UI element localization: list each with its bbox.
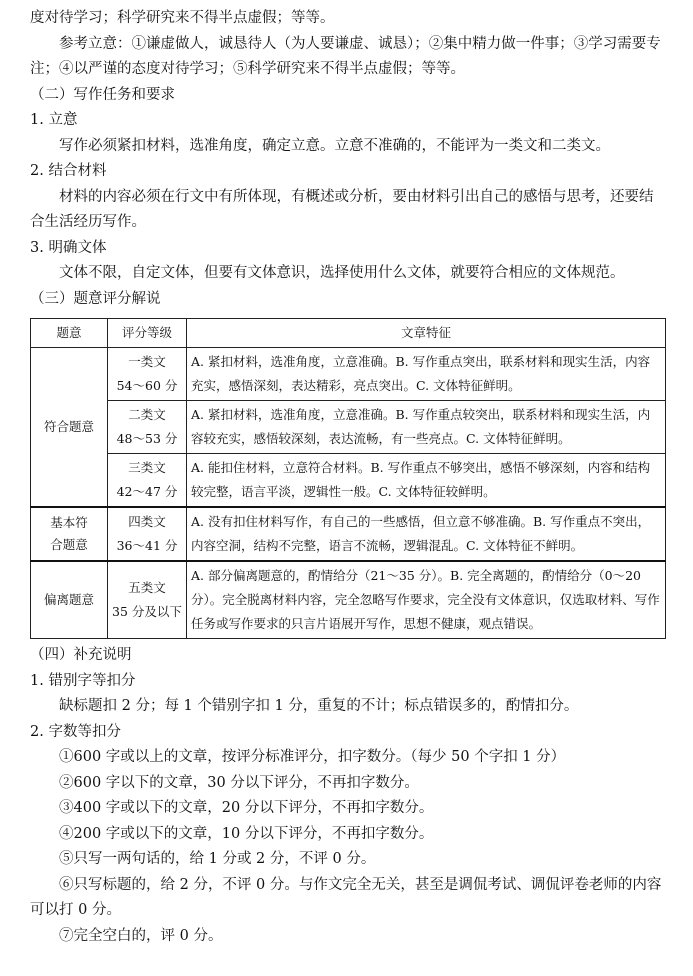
table-header-row bbox=[31, 319, 666, 348]
table-row bbox=[31, 507, 666, 561]
grade-cell bbox=[108, 507, 187, 561]
item-material-title: 2. 结合材料 bbox=[30, 163, 107, 179]
group-basic-on-topic bbox=[31, 507, 108, 561]
rule-item: ①600 字或以上的文章，按评分标准评分，扣字数分。（每少 50 个字扣 1 分） bbox=[59, 749, 566, 765]
header-features: 文章特征 bbox=[187, 319, 666, 348]
grade-range: 54～60 分 bbox=[116, 378, 178, 393]
grade-cell bbox=[108, 401, 187, 454]
features-cell: A. 紧扣材料，选准角度，立意准确。B. 写作重点突出，联系材料和现实生活，内容充实，感悟深刻，表达精彩，亮点突出。C. 文体特征鲜明。 bbox=[187, 348, 666, 401]
scoring-table bbox=[30, 318, 666, 639]
rule-item: ⑦完全空白的，评 0 分。 bbox=[59, 927, 223, 944]
rule-item: ④200 字或以下的文章，10 分以下评分，不再扣字数分。 bbox=[59, 825, 434, 842]
features-cell: A. 紧扣材料，选准角度，立意准确。B. 写作重点较突出，联系材料和现实生活，内容较充实，感悟较深刻，表达流畅，有一些亮点。C. 文体特征鲜明。 bbox=[187, 401, 666, 454]
item-typo-title: 1. 错别字等扣分 bbox=[30, 672, 136, 689]
reference-themes: 参考立意：①谦虚做人，诚恳待人（为人要谦虚、诚恳）；②集中精力做一件事；③学习需要专注；④以严谨的态度对待学习；⑤科学研究来不得半点虚假；等等。 bbox=[30, 35, 661, 77]
grade-label: 四类文 bbox=[128, 514, 166, 529]
section4-heading: （四）补充说明 bbox=[30, 647, 132, 663]
features-cell: A. 部分偏离题意的，酌情给分（21～35 分）。B. 完全离题的，酌情给分（0～20 分）。完全脱离材料内容，完全忽略写作要求，完全没有文体意识，仅选取材料、写作任务或写作要求的只言片语展开写作，思想不健康，观点错误。 bbox=[187, 561, 666, 639]
item-wordcount-title: 2. 字数等扣分 bbox=[30, 723, 121, 740]
grade-range: 35 分及以下 bbox=[112, 604, 182, 619]
item-genre-title: 3. 明确文体 bbox=[30, 239, 107, 256]
rule-item: ②600 字以下的文章，30 分以下评分，不再扣字数分。 bbox=[59, 774, 419, 791]
item-typo-text: 缺标题扣 2 分；每 1 个错别字扣 1 分，重复的不计；标点错误多的，酌情扣分。 bbox=[59, 698, 579, 714]
table-row bbox=[31, 454, 666, 508]
group-name-line1: 基本符 bbox=[50, 515, 88, 530]
group-on-topic: 符合题意 bbox=[31, 348, 108, 508]
rule-item: ⑥只写标题的，给 2 分，不评 0 分。与作文完全无关，甚至是调侃考试、调侃评卷老师的内容可以打 0 分。 bbox=[30, 876, 662, 918]
table-row bbox=[31, 401, 666, 454]
features-cell: A. 没有扣住材料写作，有自己的一些感悟，但立意不够准确。B. 写作重点不突出，内容空洞，结构不完整，语言不流畅，逻辑混乱。C. 文体特征不鲜明。 bbox=[187, 507, 666, 561]
item-genre-text: 文体不限，自定文体，但要有文体意识，选择使用什么文体，就要符合相应的文体规范。 bbox=[59, 265, 625, 281]
grade-label: 三类文 bbox=[128, 460, 166, 475]
grade-label: 一类文 bbox=[128, 354, 166, 369]
section3-heading: （三）题意评分解说 bbox=[30, 290, 161, 307]
header-grade: 评分等级 bbox=[108, 319, 187, 348]
group-off-topic: 偏离题意 bbox=[31, 561, 108, 639]
grade-range: 48～53 分 bbox=[116, 431, 178, 446]
section2-heading: （二）写作任务和要求 bbox=[30, 86, 175, 103]
item-material-text: 材料的内容必须在行文中有所体现，有概述或分析，要由材料引出自己的感悟与思考，还要结合生活经历写作。 bbox=[30, 188, 654, 230]
item-theme-text: 写作必须紧扣材料，选准角度，确定立意。立意不准确的，不能评为一类文和二类文。 bbox=[59, 137, 610, 154]
rule-item: ③400 字或以下的文章，20 分以下评分，不再扣字数分。 bbox=[59, 800, 434, 816]
grade-range: 42～47 分 bbox=[116, 484, 178, 499]
grade-label: 二类文 bbox=[128, 407, 166, 422]
rule-item: ⑤只写一两句话的，给 1 分或 2 分，不评 0 分。 bbox=[59, 851, 376, 867]
intro-line: 度对待学习；科学研究来不得半点虚假；等等。 bbox=[30, 10, 335, 26]
item-theme-title: 1. 立意 bbox=[30, 112, 78, 128]
features-cell: A. 能扣住材料，立意符合材料。B. 写作重点不够突出，感悟不够深刻，内容和结构较完整，语言平淡，逻辑性一般。C. 文体特征较鲜明。 bbox=[187, 454, 666, 508]
group-name-line2: 合题意 bbox=[50, 537, 88, 552]
table-row bbox=[31, 348, 666, 401]
grade-cell bbox=[108, 454, 187, 508]
grade-cell bbox=[108, 561, 187, 639]
grade-cell bbox=[108, 348, 187, 401]
header-theme: 题意 bbox=[31, 319, 108, 348]
grade-range: 36～41 分 bbox=[116, 538, 178, 553]
grade-label: 五类文 bbox=[128, 580, 166, 595]
table-row bbox=[31, 561, 666, 639]
